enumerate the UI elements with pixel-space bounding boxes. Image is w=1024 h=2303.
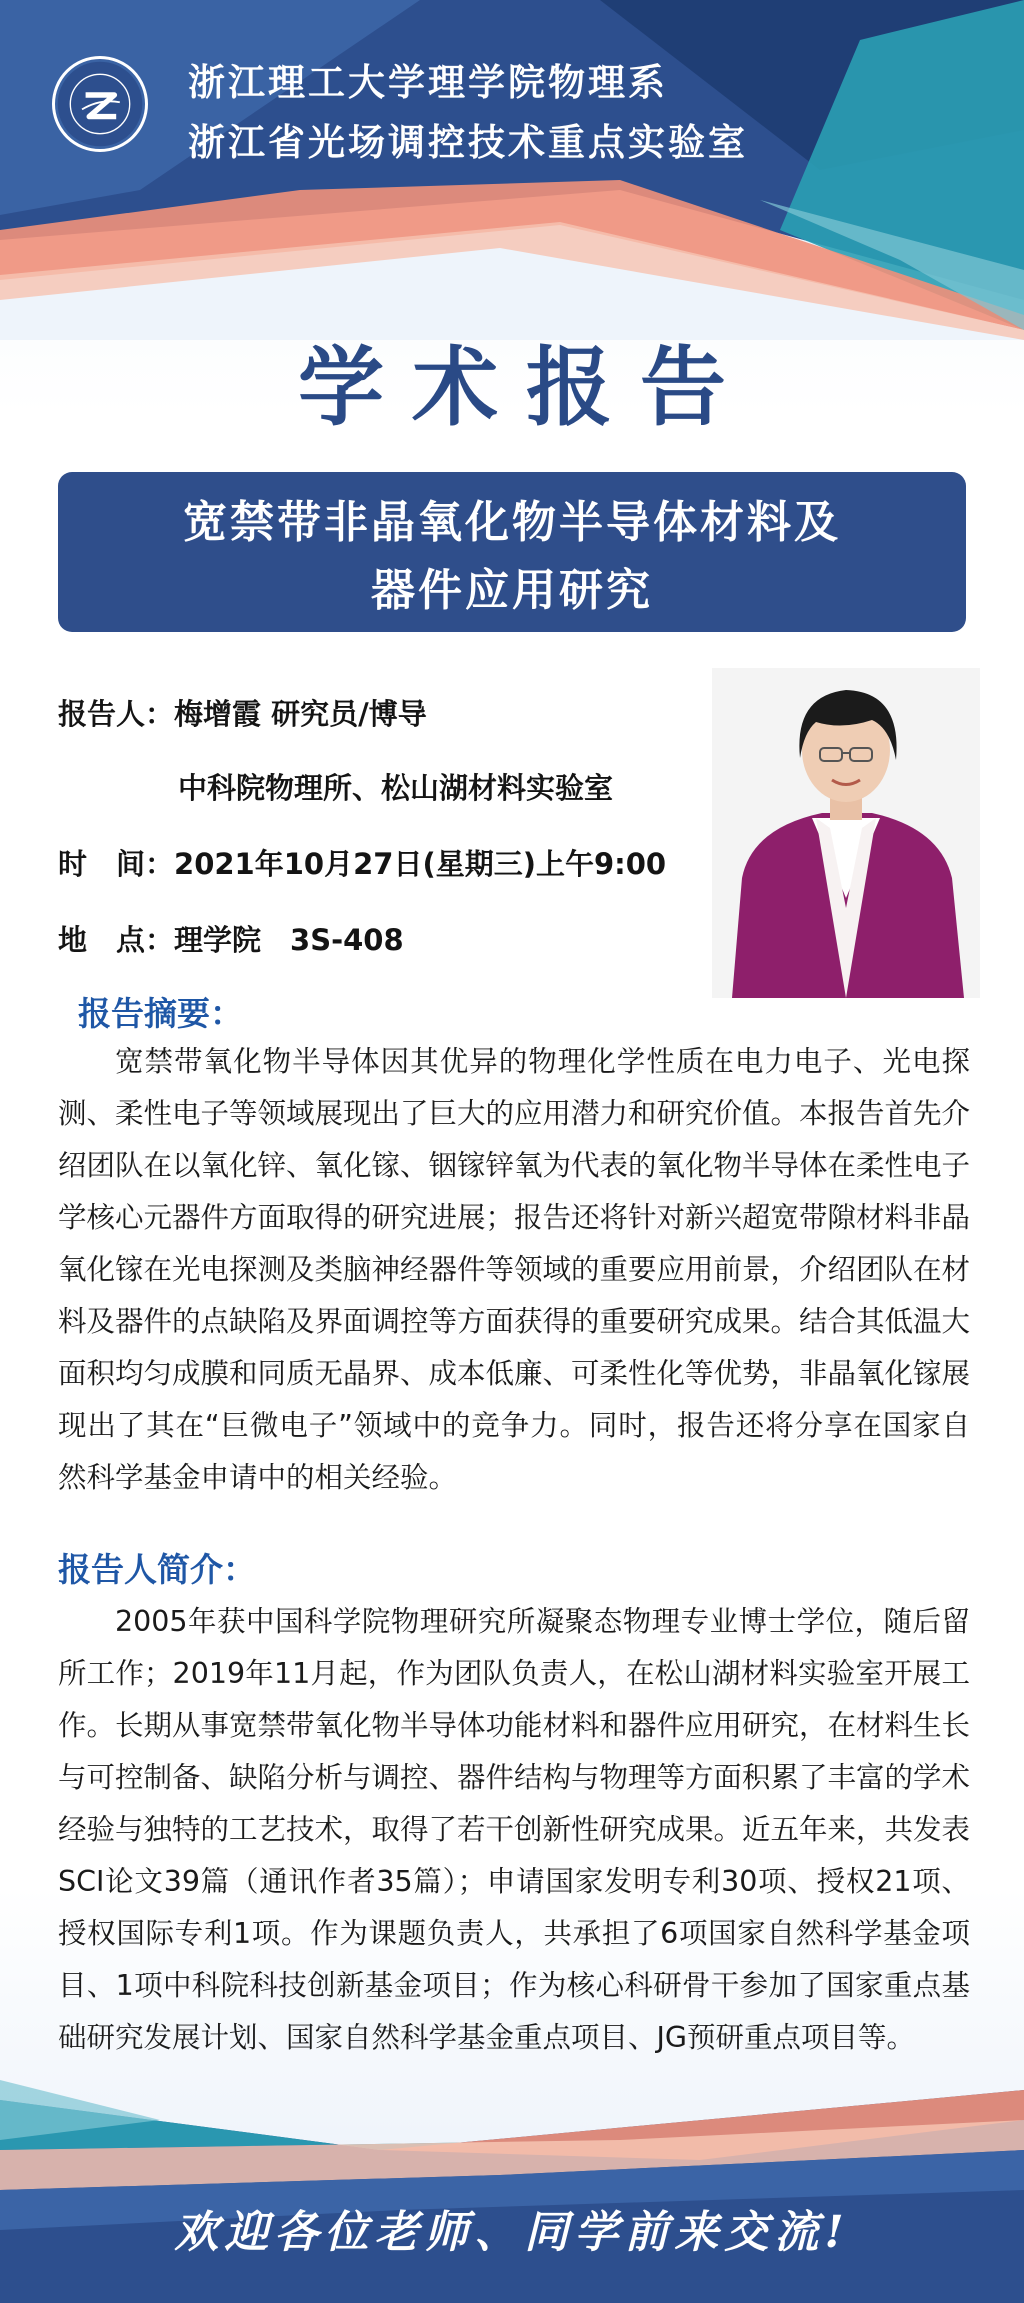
- speaker-portrait: [712, 668, 980, 998]
- speaker-label: 报告人：: [58, 697, 175, 731]
- speaker-row: [58, 692, 427, 733]
- bio-text: 2005年获中国科学院物理研究所凝聚态物理专业博士学位，随后留所工作；2019年11月起，作为团队负责人，在松山湖材料实验室开展工作。长期从事宽禁带氧化物半导体功能材料和器件应用研究，在材料生长与可控制备、缺陷分析与调控、器件结构与物理等方面积累了丰富的学术经验与独特的工艺技术，取得了若干创新性研究成果。近五年来，共发表SCI论文39篇（通讯作者35篇）；申请国家发明专利30项、授权21项、授权国际专利1项。作为课题负责人，共承担了6项国家自然科学基金项目、1项中科院科技创新基金项目；作为核心科研骨干参加了国家重点基础研究发展计划、国家自然科学基金重点项目、JG预研重点项目等。: [58, 1605, 971, 2054]
- time-label: 时 间：: [58, 847, 175, 881]
- abstract-text: 宽禁带氧化物半导体因其优异的物理化学性质在电力电子、光电探测、柔性电子等领域展现出了巨大的应用潜力和研究价值。本报告首先介绍团队在以氧化锌、氧化镓、铟镓锌氧为代表的氧化物半导体在柔性电子学核心元器件方面取得的研究进展；报告还将针对新兴超宽带隙材料非晶氧化镓在光电探测及类脑神经器件等领域的重要应用前景，介绍团队在材料及器件的点缺陷及界面调控等方面获得的重要研究成果。结合其低温大面积均匀成膜和同质无晶界、成本低廉、可柔性化等优势，非晶氧化镓展现出了其在“巨微电子”领域中的竞争力。同时，报告还将分享在国家自然科学基金申请中的相关经验。: [58, 1045, 971, 1494]
- speaker-name: 梅增霞 研究员/博导: [174, 697, 427, 731]
- main-title: 学术报告: [298, 337, 754, 438]
- university-logo: [52, 56, 148, 152]
- topic-line-1: 宽禁带非晶氧化物半导体材料及: [183, 497, 841, 548]
- abstract-title: 报告摘要：: [78, 994, 243, 1033]
- place-label: 地 点：: [58, 923, 175, 957]
- topic-line-2: 器件应用研究: [371, 565, 653, 616]
- topic-box: [58, 472, 966, 632]
- footer-background: [0, 2080, 1024, 2303]
- time-value: 2021年10月27日(星期三)上午9:00: [174, 847, 667, 881]
- place-value: 理学院 3S-408: [174, 923, 404, 957]
- time-row: [58, 842, 666, 883]
- footer-welcome: 欢迎各位老师、同学前来交流!: [174, 2207, 850, 2258]
- header-line-2: 浙江省光场调控技术重点实验室: [188, 121, 748, 164]
- place-row: [58, 918, 404, 959]
- speaker-affiliation: 中科院物理所、松山湖材料实验室: [178, 771, 614, 805]
- header-line-1: 浙江理工大学理学院物理系: [188, 61, 668, 104]
- header-background: [0, 0, 1024, 340]
- bio-title: 报告人简介：: [58, 1550, 256, 1589]
